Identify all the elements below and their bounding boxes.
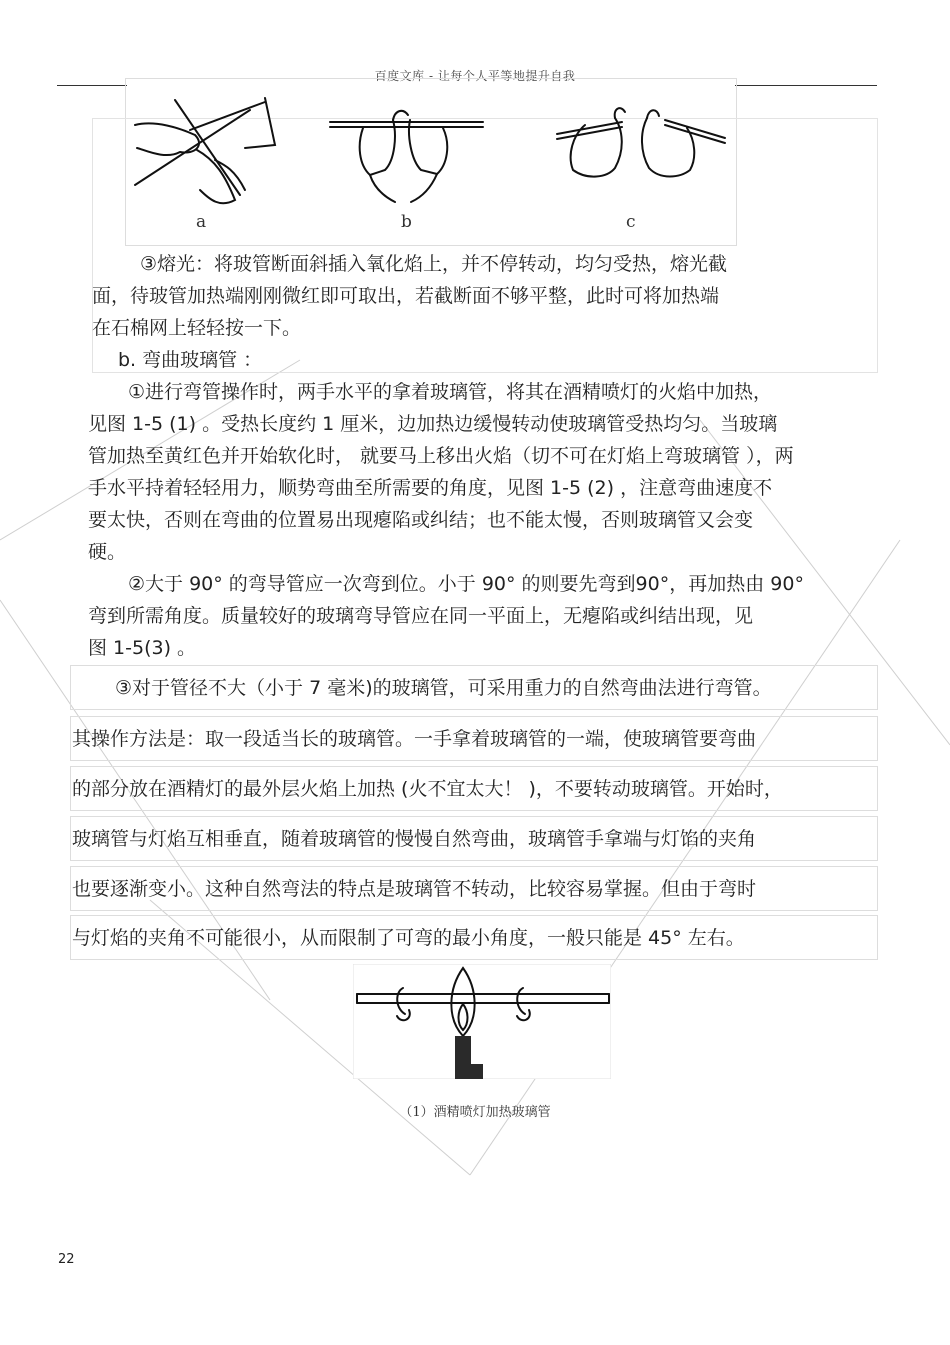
paragraph-1-line-1: ③熔光：将玻管断面斜插入氧化焰上，并不停转动，均匀受热，熔光截 bbox=[140, 253, 728, 275]
paragraph-2-line-4: 手水平持着轻轻用力，顺势弯曲至所需要的角度，见图 1-5 (2) ，注意弯曲速度不 bbox=[88, 477, 773, 499]
paragraph-2-line-3: 管加热至黄红色并开始软化时， 就要马上移出火焰（切不可在灯焰上弯玻璃管 ），两 bbox=[88, 445, 794, 467]
paragraph-2-line-5: 要太快，否则在弯曲的位置易出现瘪陷或纠结；也不能太慢，否则玻璃管又会变 bbox=[88, 509, 754, 531]
paragraph-4-line-6: 与灯焰的夹角不可能很小，从而限制了可弯的最小角度，一般只能是 45° 左右。 bbox=[72, 927, 745, 949]
paragraph-3-line-1: ②大于 90° 的弯导管应一次弯到位。小于 90° 的则要先弯到90°，再加热由 90° bbox=[128, 573, 804, 595]
paragraph-4-line-2: 其操作方法是：取一段适当长的玻璃管。一手拿着玻璃管的一端，使玻璃管要弯曲 bbox=[72, 728, 757, 750]
paragraph-4-line-5: 也要逐渐变小。这种自然弯法的特点是玻璃管不转动，比较容易掌握。但由于弯时 bbox=[72, 878, 757, 900]
glass-tube-illustration bbox=[125, 90, 737, 215]
figure-label-a: a bbox=[196, 212, 207, 232]
figure-caption: （1）酒精喷灯加热玻璃管 bbox=[399, 1105, 551, 1120]
paragraph-4-line-1: ③对于管径不大（小于 7 毫米)的玻璃管，可采用重力的自然弯曲法进行弯管。 bbox=[115, 677, 772, 699]
paragraph-1-line-2: 面，待玻管加热端刚刚微红即可取出，若截断面不够平整，此时可将加热端 bbox=[92, 285, 720, 307]
paragraph-1-line-3: 在石棉网上轻轻按一下。 bbox=[92, 317, 302, 339]
figure-label-c: c bbox=[626, 212, 636, 232]
alcohol-lamp-heating-figure bbox=[353, 964, 611, 1079]
paragraph-2-line-6: 硬。 bbox=[88, 541, 127, 563]
paragraph-4-line-4: 玻璃管与灯焰互相垂直，随着玻璃管的慢慢自然弯曲，玻璃管手拿端与灯馅的夹角 bbox=[72, 828, 757, 850]
paragraph-4-line-3: 的部分放在酒精灯的最外层火焰上加热 (火不宜太大！ )，不要转动玻璃管。开始时， bbox=[72, 778, 783, 800]
page-header: 百度文库 - 让每个人平等地提升自我 bbox=[374, 69, 576, 83]
figure-label-b: b bbox=[401, 212, 412, 232]
page-number: 22 bbox=[58, 1252, 75, 1267]
paragraph-2-line-2: 见图 1-5 (1) 。受热长度约 1 厘米，边加热边缓慢转动使玻璃管受热均匀。当玻璃 bbox=[88, 413, 778, 435]
paragraph-3-line-2: 弯到所需角度。质量较好的玻璃弯导管应在同一平面上，无瘪陷或纠结出现，见 bbox=[88, 605, 754, 627]
section-heading-b: b. 弯曲玻璃管 ： bbox=[118, 349, 263, 371]
paragraph-2-line-1: ①进行弯管操作时，两手水平的拿着玻璃管，将其在酒精喷灯的火焰中加热， bbox=[128, 381, 773, 403]
paragraph-3-line-3: 图 1-5(3) 。 bbox=[88, 637, 197, 659]
